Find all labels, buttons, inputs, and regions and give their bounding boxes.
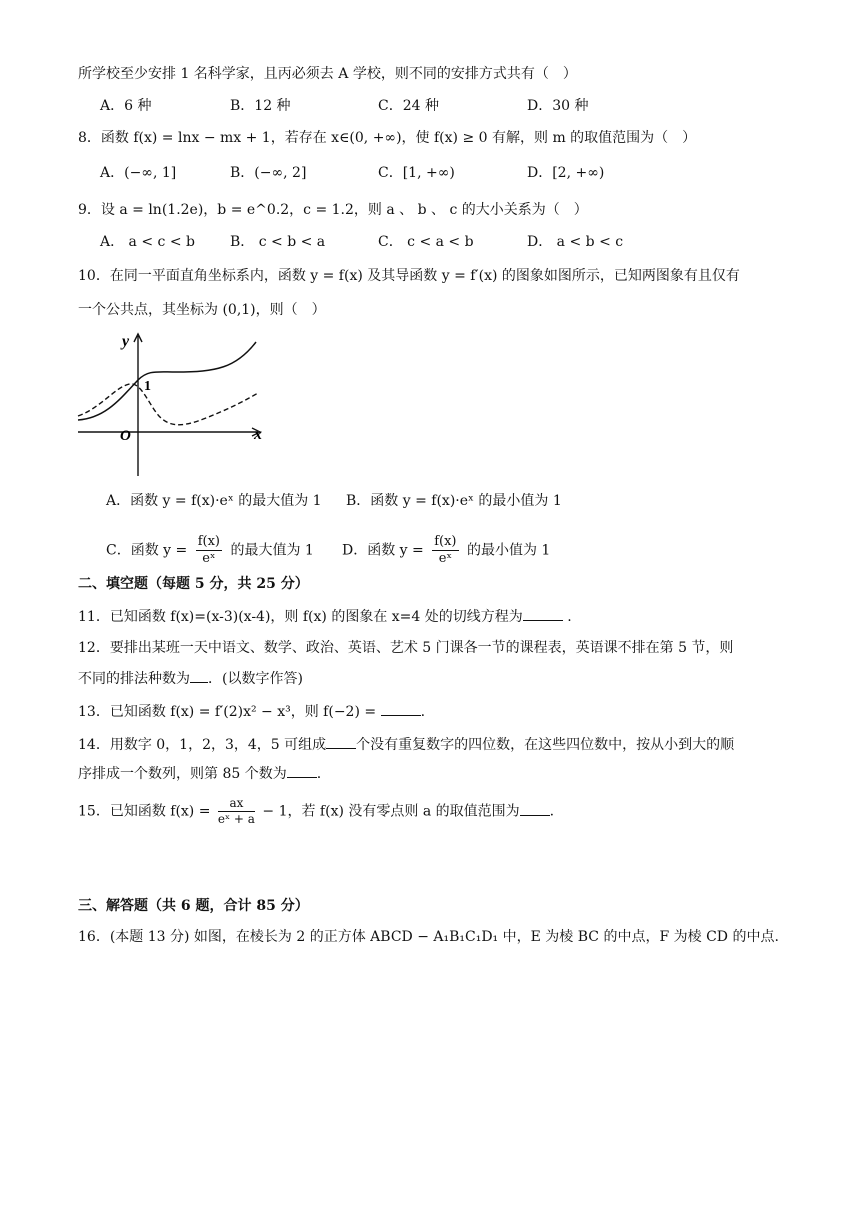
q11-answer-blank[interactable]: [523, 606, 563, 621]
figure-one-label: 1: [144, 379, 151, 394]
q10-option-c: [106, 534, 314, 567]
q10-option-d-post: 的最小值为 1: [466, 542, 551, 559]
q12-pre: 不同的排法种数为: [78, 671, 190, 687]
q9-stem: 9．设 a = ln(1.2e)，b = e^0.2，c = 1.2，则 a 、 b 、 c 的大小关系为（ ）: [78, 202, 588, 218]
q13-pre: 13．已知函数 f(x) = f′(2)x² − x³，则 f(−2) =: [78, 704, 381, 720]
section-2-heading: 二、填空题（每题 5 分，共 25 分）: [78, 576, 309, 592]
q9-option-c: C． c < a < b: [378, 234, 474, 250]
q10-stem-line1: 10．在同一平面直角坐标系内，函数 y = f(x) 及其导函数 y = f′(x) 的图象如图所示，已知两图象有且仅有: [78, 268, 740, 284]
q10-option-a: A．函数 y = f(x)·eˣ 的最大值为 1: [106, 493, 322, 509]
q14-line1: [78, 734, 734, 755]
q9-option-b: B． c < b < a: [230, 234, 326, 250]
f-prime-curve: [78, 384, 258, 425]
fraction-numerator: f(x): [197, 534, 221, 549]
q11-pre: 11．已知函数 f(x)=(x-3)(x-4)，则 f(x) 的图象在 x=4 处的切线方程为: [78, 609, 523, 625]
q10-option-d-fraction: [432, 534, 458, 567]
q14-answer-blank-1[interactable]: [326, 734, 356, 749]
q15-fraction: [218, 796, 255, 827]
q8-option-a: A．(−∞, 1]: [100, 165, 177, 181]
q8-option-c: C．[1, +∞): [378, 165, 455, 181]
q15: [78, 796, 554, 836]
q15-pre: 15．已知函数 f(x) =: [78, 803, 211, 820]
figure-y-label: y: [122, 333, 130, 350]
q14-line2-post: .: [316, 766, 322, 782]
q8-option-d: D．[2, +∞): [527, 165, 605, 181]
q13: [78, 701, 425, 722]
fraction-denominator: eˣ + a: [217, 812, 255, 826]
q11-post: .: [562, 609, 572, 625]
q13-answer-blank[interactable]: [381, 701, 421, 716]
q10-option-d-pre: D．函数 y =: [342, 542, 424, 559]
q15-post: .: [549, 803, 555, 820]
f-curve: [78, 342, 256, 420]
q12-post: ．(以数字作答): [208, 671, 303, 687]
q10-stem-line2: 一个公共点，其坐标为 (0,1)，则（ ）: [78, 302, 326, 318]
q14-line2-pre: 序排成一个数列，则第 85 个数为: [78, 766, 287, 782]
q13-post: .: [420, 704, 426, 720]
q10-option-c-fraction: [196, 534, 222, 567]
q7-stem-cont: 所学校至少安排 1 名科学家，且丙必须去 A 学校，则不同的安排方式共有（ ）: [78, 66, 577, 82]
fraction-denominator: eˣ: [438, 551, 452, 566]
q11: [78, 606, 572, 627]
q8-option-b: B．(−∞, 2]: [230, 165, 307, 181]
q10-figure: [76, 328, 272, 478]
q7-option-a: A．6 种: [100, 98, 152, 114]
figure-origin-label: O: [120, 428, 131, 444]
fraction-denominator: eˣ: [202, 551, 216, 566]
q9-option-a: A． a < c < b: [100, 234, 195, 250]
fraction-numerator: ax: [218, 796, 255, 812]
q14-post: 个没有重复数字的四位数，在这些四位数中，按从小到大的顺: [356, 737, 735, 753]
q15-answer-blank[interactable]: [520, 801, 550, 816]
fraction-numerator: f(x): [434, 534, 457, 549]
q12-line2: [78, 668, 303, 689]
q10-option-c-post: 的最大值为 1: [230, 542, 314, 559]
q10-option-c-pre: C．函数 y =: [106, 542, 188, 559]
q12-answer-blank[interactable]: [190, 668, 208, 683]
q7-option-b: B．12 种: [230, 98, 291, 114]
q14-answer-blank-2[interactable]: [287, 763, 317, 778]
q10-option-d: [342, 534, 550, 567]
q7-option-c: C．24 种: [378, 98, 439, 114]
q10-option-b: B．函数 y = f(x)·eˣ 的最小值为 1: [346, 493, 562, 509]
figure-x-label: x: [254, 426, 262, 443]
q16-stem: 16．(本题 13 分) 如图，在棱长为 2 的正方体 ABCD − A₁B₁C₁D₁ 中，E 为棱 BC 的中点，F 为棱 CD 的中点.: [78, 929, 779, 945]
q9-option-d: D． a < b < c: [527, 234, 624, 250]
q7-option-d: D．30 种: [527, 98, 589, 114]
q8-stem: 8．函数 f(x) = lnx − mx + 1，若存在 x∈(0, +∞)，使 f(x) ≥ 0 有解，则 m 的取值范围为（ ）: [78, 130, 697, 146]
q15-mid: − 1，若 f(x) 没有零点则 a 的取值范围为: [262, 803, 520, 820]
section-3-heading: 三、解答题（共 6 题，合计 85 分）: [78, 898, 309, 914]
q14-line2: [78, 763, 321, 784]
q14-pre: 14．用数字 0，1，2，3，4，5 可组成: [78, 737, 327, 753]
q12-line1: 12．要排出某班一天中语文、数学、政治、英语、艺术 5 门课各一节的课程表，英语课不排在第 5 节，则: [78, 640, 734, 656]
